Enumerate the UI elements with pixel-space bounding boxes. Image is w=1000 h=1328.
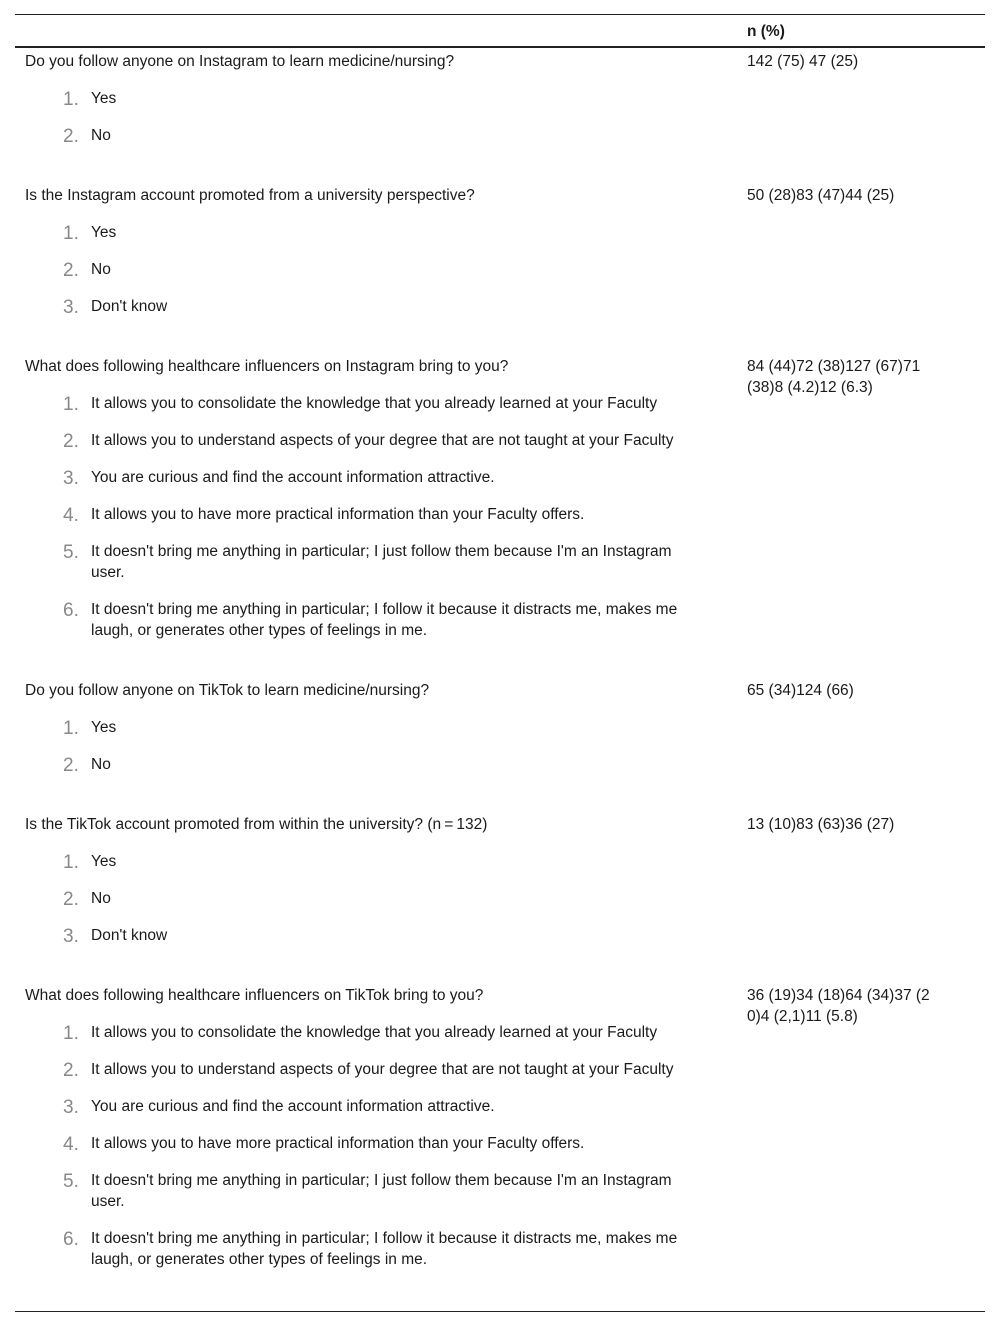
list-item: 6. It doesn't bring me anything in particular; I follow it because it distracts me, makes me laugh, or generates other types of feelings in me. [63,1229,678,1268]
question-text: Do you follow anyone on Instagram to learn medicine/nursing? [25,53,455,70]
values-cell: 50 (28)83 (47)44 (25) [747,187,895,204]
list-item: 5. It doesn't bring me anything in particular; I just follow them because I'm an Instagram user. [63,1171,672,1210]
list-item: 3. Don't know [63,926,168,947]
list-item: 3. You are curious and find the account information attractive. [63,468,495,489]
question-text: Do you follow anyone on TikTok to learn medicine/nursing? [25,682,430,699]
question-text: Is the Instagram account promoted from a university perspective? [25,187,475,204]
list-item: 4. It allows you to have more practical information than your Faculty offers. [63,1134,585,1155]
list-item: 2. No [63,889,111,910]
values-cell: 13 (10)83 (63)36 (27) [747,816,895,833]
header-rule [15,46,985,48]
list-item: 4. It allows you to have more practical information than your Faculty offers. [63,505,585,526]
table-bottom-rule [15,1311,985,1312]
list-item: 2. It allows you to understand aspects of your degree that are not taught at your Faculty [63,1060,674,1081]
list-item: 2. No [63,260,111,281]
column-header-n-percent: n (%) [747,23,785,40]
list-item: 3. Don't know [63,297,168,318]
table-top-rule [15,14,985,15]
values-cell: 36 (19)34 (18)64 (34)37 (20)4 (2,1)11 (5.8) [747,987,930,1025]
question-text: What does following healthcare influencers on Instagram bring to you? [25,358,509,375]
list-item: 3. You are curious and find the account information attractive. [63,1097,495,1118]
values-cell: 84 (44)72 (38)127 (67)71 (38)8 (4.2)12 (6.3) [747,358,921,396]
list-item: 1. It allows you to consolidate the knowledge that you already learned at your Faculty [63,1023,658,1044]
list-item: 2. It allows you to understand aspects of your degree that are not taught at your Faculty [63,431,674,452]
list-item: 5. It doesn't bring me anything in particular; I just follow them because I'm an Instagram user. [63,542,672,581]
values-cell: 142 (75) 47 (25) [747,53,859,70]
values-cell: 65 (34)124 (66) [747,682,854,699]
list-item: 1. It allows you to consolidate the knowledge that you already learned at your Faculty [63,394,658,415]
list-item: 1. Yes [63,223,117,244]
list-item: 2. No [63,755,111,776]
question-text: What does following healthcare influencers on TikTok bring to you? [25,987,484,1004]
list-item: 1. Yes [63,718,117,739]
list-item: 2. No [63,126,111,147]
list-item: 6. It doesn't bring me anything in particular; I follow it because it distracts me, makes me laugh, or generates other types of feelings in me. [63,600,678,639]
list-item: 1. Yes [63,852,117,873]
list-item: 1. Yes [63,89,117,110]
question-text: Is the TikTok account promoted from within the university? (n = 132) [25,816,488,833]
